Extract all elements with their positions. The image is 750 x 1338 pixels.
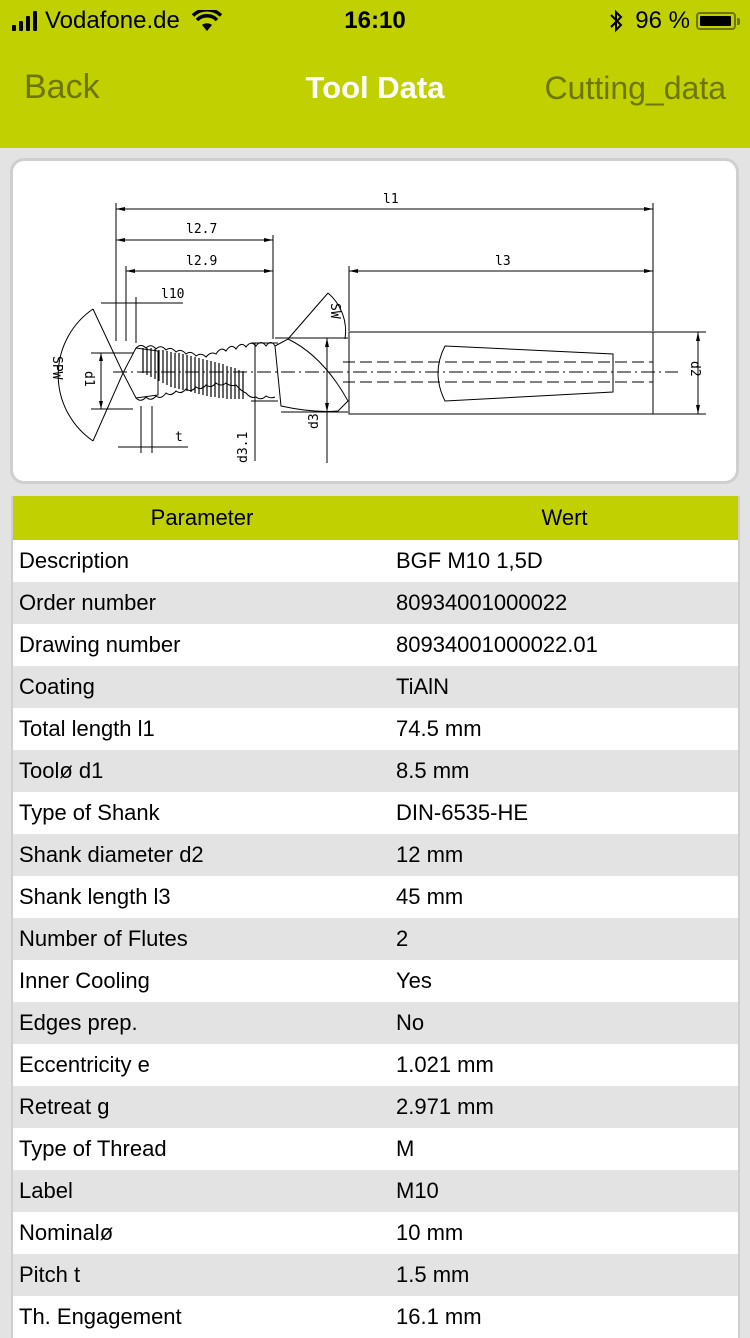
status-time: 16:10 <box>344 7 406 34</box>
table-body <box>13 540 738 1338</box>
table-row <box>13 876 738 918</box>
parameter-cell: Edges prep. <box>19 1010 138 1035</box>
header-value: Wert <box>541 505 588 530</box>
label-l2-9: l2.9 <box>186 254 218 269</box>
spw-line <box>93 373 123 441</box>
value-cell: DIN-6535-HE <box>396 800 529 825</box>
label-d3: d3 <box>307 413 322 429</box>
thread-profile-top <box>136 343 275 358</box>
table-row <box>13 1212 738 1254</box>
header-parameter: Parameter <box>150 505 254 530</box>
table-row <box>13 540 738 582</box>
bluetooth-icon <box>609 9 623 33</box>
value-cell: 1.021 mm <box>396 1052 494 1077</box>
value-cell: 16.1 mm <box>396 1304 482 1329</box>
parameter-cell: Coating <box>19 674 95 699</box>
label-spw: SPW <box>49 356 64 380</box>
label-t: t <box>175 430 183 445</box>
table-row <box>13 1254 738 1296</box>
label-d1: d1 <box>81 371 96 387</box>
status-bar <box>0 0 750 40</box>
table-row <box>13 1086 738 1128</box>
value-cell: 45 mm <box>396 884 464 909</box>
carrier-name: Vodafone.de <box>45 7 180 34</box>
tool-neck <box>275 339 348 411</box>
parameter-cell: Pitch t <box>19 1262 81 1287</box>
value-cell: No <box>396 1010 425 1035</box>
parameter-cell: Nominalø <box>19 1220 114 1245</box>
tool-tip <box>123 348 158 398</box>
parameter-cell: Order number <box>19 590 156 615</box>
label-l1: l1 <box>383 192 399 207</box>
value-cell: 74.5 mm <box>396 716 482 741</box>
table-row <box>13 1128 738 1170</box>
label-d2: d2 <box>687 361 702 377</box>
battery-percent: 96 % <box>635 7 690 34</box>
value-cell: 80934001000022 <box>396 590 568 615</box>
value-cell: TiAlN <box>396 674 449 699</box>
battery-fill <box>700 16 731 26</box>
value-cell: 8.5 mm <box>396 758 470 783</box>
table-row <box>13 834 738 876</box>
page-title: Tool Data <box>305 70 445 105</box>
cutting-data-button[interactable]: Cutting_data <box>544 70 726 106</box>
parameter-cell: Drawing number <box>19 632 181 657</box>
table-row <box>13 1002 738 1044</box>
value-cell: 1.5 mm <box>396 1262 470 1287</box>
parameter-cell: Total length l1 <box>19 716 155 741</box>
parameter-cell: Th. Engagement <box>19 1304 182 1329</box>
navigation-bar <box>0 60 750 120</box>
parameter-cell: Toolø d1 <box>19 758 104 783</box>
value-cell: Yes <box>396 968 432 993</box>
table-header <box>13 496 738 540</box>
table-row <box>13 792 738 834</box>
table-row <box>13 582 738 624</box>
tool-data-table <box>11 496 740 1338</box>
parameter-cell: Number of Flutes <box>19 926 188 951</box>
parameter-cell: Retreat g <box>19 1094 110 1119</box>
table-row <box>13 666 738 708</box>
spw-line <box>93 309 123 373</box>
parameter-cell: Type of Thread <box>19 1136 167 1161</box>
parameter-cell: Type of Shank <box>19 800 160 825</box>
battery-icon <box>696 12 736 30</box>
parameter-cell: Description <box>19 548 130 573</box>
value-cell: 2 <box>396 926 409 951</box>
label-l3: l3 <box>495 254 511 269</box>
table-row <box>13 1170 738 1212</box>
dimension-arrows <box>99 207 700 414</box>
top-bar <box>0 0 750 148</box>
table-row <box>13 960 738 1002</box>
parameter-cell: Eccentricity e <box>19 1052 150 1077</box>
value-cell: M <box>396 1136 415 1161</box>
tool-drawing-card <box>10 158 739 484</box>
value-cell: 12 mm <box>396 842 464 867</box>
tool-technical-drawing <box>13 161 736 481</box>
thread-profile-bottom <box>136 383 275 400</box>
value-cell: M10 <box>396 1178 439 1203</box>
shank-taper <box>438 346 613 401</box>
table-row <box>13 918 738 960</box>
label-l2-7: l2.7 <box>186 222 218 237</box>
parameter-cell: Inner Cooling <box>19 968 150 993</box>
label-l10: l10 <box>161 287 185 302</box>
table-row <box>13 624 738 666</box>
value-cell: 80934001000022.01 <box>396 632 598 657</box>
label-sw: SW <box>327 303 342 319</box>
back-button[interactable]: Back <box>24 68 100 106</box>
parameter-cell: Label <box>19 1178 73 1203</box>
value-cell: BGF M10 1,5D <box>396 548 543 573</box>
table-row <box>13 1296 738 1338</box>
parameter-cell: Shank diameter d2 <box>19 842 204 867</box>
value-cell: 2.971 mm <box>396 1094 494 1119</box>
table-row <box>13 750 738 792</box>
table-row <box>13 708 738 750</box>
parameter-cell: Shank length l3 <box>19 884 171 909</box>
sw-line <box>288 293 328 339</box>
value-cell: 10 mm <box>396 1220 464 1245</box>
table-row <box>13 1044 738 1086</box>
label-d3-1: d3.1 <box>236 431 251 463</box>
tool-shank <box>349 332 653 414</box>
